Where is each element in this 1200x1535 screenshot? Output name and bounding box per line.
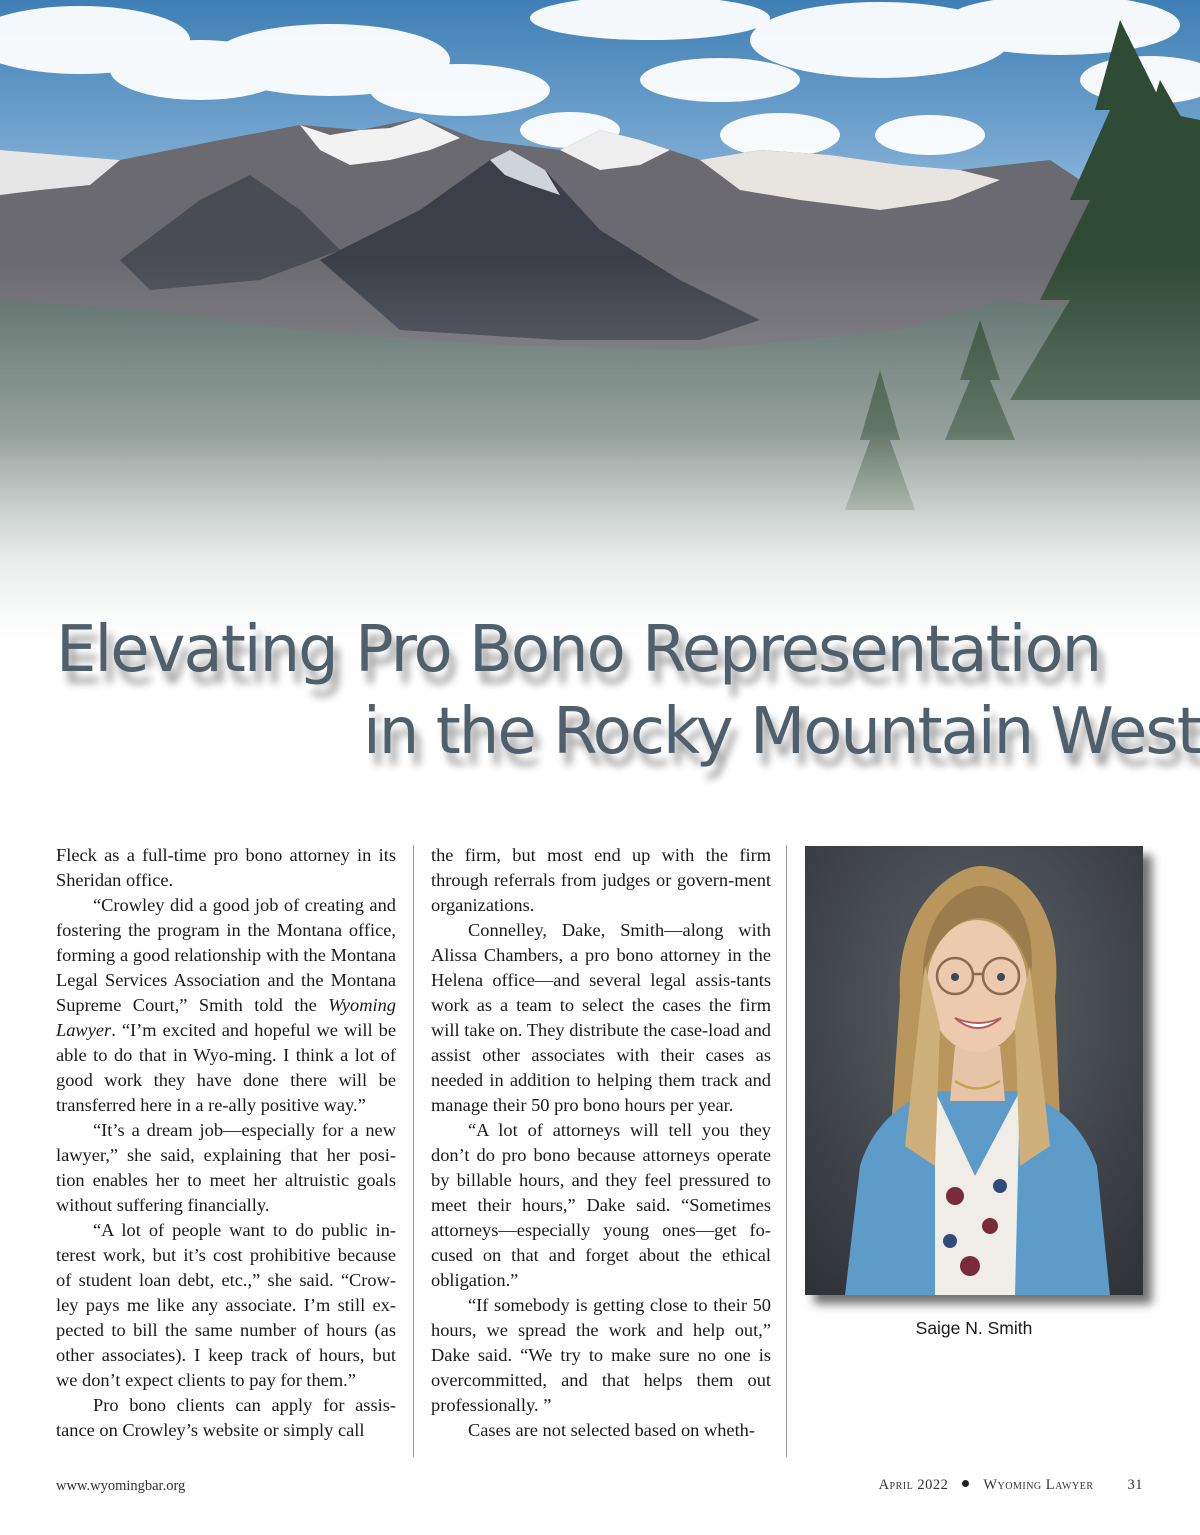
title-line-2: in the Rocky Mountain West <box>363 695 1200 769</box>
article-title <box>0 612 1200 782</box>
column-divider <box>786 845 787 1457</box>
paragraph: “A lot of attorneys will tell you they don’t do pro bono because attorneys operate by billable hours, and they feel pressured to meet their hours,” Dake said. “Sometimes attorneys—especially young ones—get fo-cused on that and forget about the ethical obligation.” <box>431 1120 771 1290</box>
article-column-2 <box>431 843 771 1443</box>
column-divider <box>413 845 414 1457</box>
paragraph: “Crowley did a good job of creating and fostering the program in the Montana office, forming a good relationship with the Montana Legal Services Association and the Montana Supreme Court,” Smith told the Wyoming Lawyer. “I’m excited and hopeful we will be able to do that in Wyo-ming. I think a lot of good work they have done there will be transferred here in a re-ally positive way.” <box>56 895 396 1115</box>
footer-issue-info <box>879 1477 1143 1494</box>
paragraph: “A lot of people want to do public in-terest work, but it’s cost prohibitive because of student loan debt, etc.,” she said. “Crow-ley pays me like any associate. I’m still ex-pected to bill the same number of hours (as other associates). I keep track of hours, but we don’t expect clients to pay for them.” <box>56 1220 396 1390</box>
portrait-photo <box>805 846 1143 1295</box>
footer-date: April 2022 <box>878 1477 949 1493</box>
paragraph: Pro bono clients can apply for assis-tance on Crowley’s website or simply call <box>56 1395 396 1440</box>
photo-caption: Saige N. Smith <box>915 1318 1033 1338</box>
paragraph: “If somebody is getting close to their 50 hours, we spread the work and help out,” Dake said. “We try to make sure no one is overcommitted, and that helps them out professionally. ” <box>431 1295 771 1415</box>
paragraph: “It’s a dream job—especially for a new lawyer,” she said, explaining that her posi-tion enables her to meet her altruistic goals without suffering financially. <box>56 1120 396 1215</box>
paragraph: Connelley, Dake, Smith—along with Alissa Chambers, a pro bono attorney in the Helena office—and several legal assis-tants work as a team to select the cases the firm will take on. They distribute the case-load and assist other associates with their cases as needed in addition to helping them track and manage their 50 pro bono hours per year. <box>431 920 771 1115</box>
paragraph: Cases are not selected based on wheth- <box>468 1420 755 1440</box>
article-column-1 <box>56 843 396 1443</box>
bullet-icon <box>962 1480 969 1487</box>
publication-name: Wyoming Lawyer <box>56 995 396 1040</box>
footer-publication: Wyoming Lawyer <box>983 1477 1094 1493</box>
title-line-1: Elevating Pro Bono Representation <box>56 613 1101 687</box>
footer-website: www.wyomingbar.org <box>56 1478 186 1494</box>
hero-landscape-image <box>0 0 1200 640</box>
paragraph: the firm, but most end up with the firm through referrals from judges or govern-ment organizations. <box>431 845 771 915</box>
page-number: 31 <box>1127 1477 1143 1493</box>
paragraph: Fleck as a full-time pro bono attorney in its Sheridan office. <box>56 845 396 890</box>
